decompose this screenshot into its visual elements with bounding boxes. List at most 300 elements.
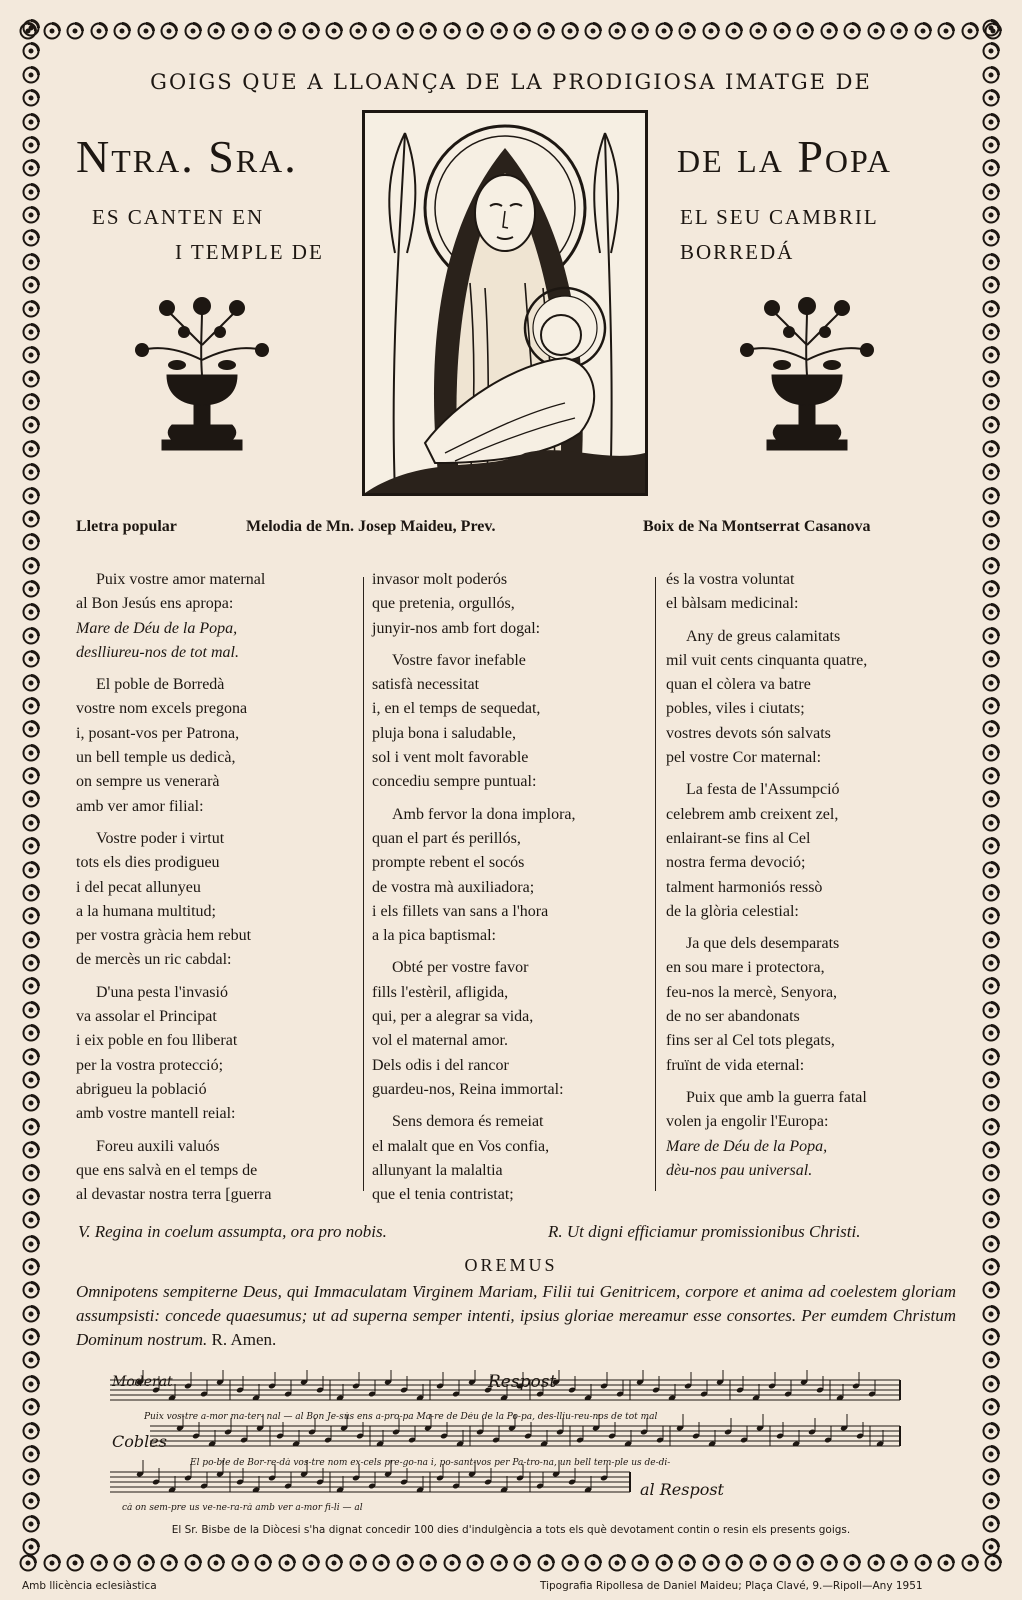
tempo-marking: Moderat — [112, 1374, 173, 1390]
border-ornament-icon — [981, 532, 1001, 552]
stanza — [666, 932, 966, 1078]
border-ornament-icon — [21, 112, 41, 132]
border-ornament-icon — [936, 1553, 956, 1573]
verse-line: qui, per a alegrar sa vida, — [372, 1008, 534, 1026]
border-ornament-icon — [630, 21, 650, 41]
verse-line: Vostre favor inefable — [392, 651, 526, 669]
stanza — [372, 1110, 647, 1207]
verse-line: pluja bona i saludable, — [372, 724, 516, 742]
border-ornament-icon — [21, 1234, 41, 1254]
border-ornament-icon — [981, 1093, 1001, 1113]
border-ornament-icon — [21, 1421, 41, 1441]
verse-line: pel vostre Cor maternal: — [666, 749, 822, 767]
border-ornament-icon — [21, 392, 41, 412]
border-ornament-icon — [981, 1210, 1001, 1230]
verse-line: El poble de Borredà — [96, 676, 225, 694]
verse-line: amb vostre mantell reial: — [76, 1105, 236, 1123]
border-ornament-icon — [981, 1467, 1001, 1487]
verse-line: de la glòria celestial: — [666, 902, 799, 920]
border-ornament-icon — [981, 1187, 1001, 1207]
border-ornament-icon — [981, 579, 1001, 599]
border-ornament-icon — [42, 1553, 62, 1573]
border-ornament-icon — [981, 392, 1001, 412]
border-ornament-icon — [981, 556, 1001, 576]
verse-line: invasor molt poderós — [372, 571, 508, 588]
border-ornament-icon — [654, 21, 674, 41]
border-ornament-icon — [981, 953, 1001, 973]
stanza — [372, 568, 647, 641]
border-ornament-icon — [21, 345, 41, 365]
border-ornament-icon — [301, 21, 321, 41]
border-ornament-icon — [981, 509, 1001, 529]
border-ornament-icon — [21, 813, 41, 833]
border-ornament-icon — [206, 21, 226, 41]
border-ornament-icon — [21, 18, 41, 38]
border-ornament-icon — [206, 1553, 226, 1573]
border-ornament-icon — [465, 21, 485, 41]
subtitle-right-1: EL SEU CAMBRIL — [680, 205, 879, 229]
border-ornament-icon — [21, 1140, 41, 1160]
verse-line: de vostra mà auxiliadora; — [372, 878, 535, 896]
border-ornament-icon — [981, 205, 1001, 225]
oremus-heading: OREMUS — [464, 1255, 558, 1275]
border-ornament-icon — [21, 836, 41, 856]
stanza — [372, 956, 647, 1102]
border-ornament-icon — [21, 135, 41, 155]
border-ornament-icon — [21, 415, 41, 435]
subtitle-left-1: ES CANTEN EN — [92, 205, 265, 229]
verse-line: i els fillets van sans a l'hora — [372, 902, 549, 920]
verse-line: el bàlsam medicinal: — [666, 595, 799, 613]
border-ornament-icon — [21, 602, 41, 622]
border-ornament-icon — [724, 21, 744, 41]
border-top — [18, 18, 1004, 44]
border-ornament-icon — [21, 1537, 41, 1557]
border-ornament-icon — [981, 883, 1001, 903]
border-ornament-icon — [981, 836, 1001, 856]
border-ornament-icon — [21, 906, 41, 926]
verse-line: D'una pesta l'invasió — [96, 983, 228, 1001]
border-ornament-icon — [724, 1553, 744, 1573]
verse-line: vostres devots són salvats — [666, 724, 831, 742]
border-ornament-icon — [913, 1553, 933, 1573]
indulgence-note: El Sr. Bisbe de la Diòcesi s'ha dignat concedir 100 dies d'indulgència a tots els què devotament contin o resin els presents goigs. — [171, 1524, 851, 1536]
verse-line: Mare de Déu de la Popa, — [666, 1137, 828, 1155]
border-ornament-icon — [21, 556, 41, 576]
border-ornament-icon — [981, 673, 1001, 693]
border-ornament-icon — [159, 1553, 179, 1573]
border-ornament-icon — [21, 1327, 41, 1347]
border-ornament-icon — [772, 1553, 792, 1573]
dal-respost-marking: al Respost — [640, 1480, 724, 1499]
border-ornament-icon — [981, 135, 1001, 155]
border-ornament-icon — [981, 649, 1001, 669]
border-ornament-icon — [253, 21, 273, 41]
border-ornament-icon — [489, 21, 509, 41]
stanza — [372, 803, 647, 949]
border-ornament-icon — [21, 1350, 41, 1370]
border-ornament-icon — [795, 1553, 815, 1573]
border-ornament-icon — [348, 21, 368, 41]
border-ornament-icon — [981, 719, 1001, 739]
border-ornament-icon — [21, 953, 41, 973]
verse-line: vostre nom excels pregona — [76, 700, 248, 718]
border-ornament-icon — [21, 228, 41, 248]
border-ornament-icon — [981, 369, 1001, 389]
border-ornament-icon — [21, 462, 41, 482]
cobles-marking: Cobles — [112, 1432, 167, 1451]
music-lyrics-1: Puix vos-tre a-mor ma-ter- nal — al Bon Je-sús ens a-pro-pa Ma-re de Déu de la Po-pa, des-lliu-reu-nos de tot mal — [144, 1412, 658, 1422]
border-ornament-icon — [981, 1280, 1001, 1300]
border-ornament-icon — [21, 1374, 41, 1394]
border-ornament-icon — [889, 21, 909, 41]
border-ornament-icon — [21, 486, 41, 506]
border-ornament-icon — [21, 439, 41, 459]
border-ornament-icon — [136, 1553, 156, 1573]
border-ornament-icon — [981, 182, 1001, 202]
border-ornament-icon — [981, 1070, 1001, 1090]
border-ornament-icon — [489, 1553, 509, 1573]
border-ornament-icon — [21, 766, 41, 786]
verse-line: és la vostra voluntat — [666, 571, 795, 588]
border-ornament-icon — [560, 21, 580, 41]
border-ornament-icon — [866, 21, 886, 41]
border-ornament-icon — [21, 182, 41, 202]
border-ornament-icon — [21, 88, 41, 108]
credit-lyrics: Lletra popular — [76, 518, 177, 535]
border-ornament-icon — [981, 789, 1001, 809]
sheet-music — [110, 1370, 910, 1518]
verse-line: sol i vent molt favorable — [372, 749, 529, 767]
verse-line: allunyant la malaltia — [372, 1161, 503, 1179]
border-ornament-icon — [21, 322, 41, 342]
border-ornament-icon — [21, 976, 41, 996]
border-ornament-icon — [981, 1023, 1001, 1043]
border-ornament-icon — [21, 65, 41, 85]
border-ornament-icon — [21, 1093, 41, 1113]
stanza — [76, 827, 351, 973]
verse-line: fruïnt de vida eternal: — [666, 1056, 805, 1074]
border-ornament-icon — [936, 21, 956, 41]
border-ornament-icon — [677, 1553, 697, 1573]
border-ornament-icon — [981, 252, 1001, 272]
verse-line: per vostra gràcia hem rebut — [76, 927, 252, 945]
stanza — [666, 568, 966, 617]
border-ornament-icon — [981, 158, 1001, 178]
verse-line: talment harmoniós ressò — [666, 878, 823, 896]
border-ornament-icon — [701, 21, 721, 41]
border-ornament-icon — [981, 1350, 1001, 1370]
verse-line: on sempre us venerarà — [76, 773, 220, 791]
stanza — [76, 568, 351, 665]
verse-line: junyir-nos amb fort dogal: — [372, 619, 541, 637]
verse-line: Obté per vostre favor — [392, 959, 529, 977]
border-ornament-icon — [981, 626, 1001, 646]
border-ornament-icon — [21, 252, 41, 272]
border-ornament-icon — [981, 275, 1001, 295]
prayer-text — [76, 1280, 956, 1352]
verse-line: La festa de l'Assumpció — [686, 781, 840, 799]
border-ornament-icon — [21, 369, 41, 389]
border-ornament-icon — [395, 1553, 415, 1573]
border-ornament-icon — [65, 1553, 85, 1573]
border-ornament-icon — [395, 21, 415, 41]
border-ornament-icon — [21, 1280, 41, 1300]
border-ornament-icon — [913, 21, 933, 41]
verse-line: de no ser abandonats — [666, 1008, 800, 1026]
verse-line: al devastar nostra terra [guerra — [76, 1186, 272, 1204]
verse-line: guardeu-nos, Reina immortal: — [372, 1080, 564, 1098]
verse-line: Puix vostre amor maternal — [96, 571, 266, 588]
border-ornament-icon — [21, 1397, 41, 1417]
border-ornament-icon — [21, 696, 41, 716]
border-ornament-icon — [112, 1553, 132, 1573]
border-ornament-icon — [981, 813, 1001, 833]
versicle: V. Regina in coelum assumpta, ora pro nobis. — [78, 1222, 387, 1241]
border-ornament-icon — [795, 21, 815, 41]
border-ornament-icon — [442, 21, 462, 41]
border-ornament-icon — [607, 21, 627, 41]
border-ornament-icon — [654, 1553, 674, 1573]
border-ornament-icon — [324, 1553, 344, 1573]
border-ornament-icon — [701, 1553, 721, 1573]
verse-line: al Bon Jesús ens apropa: — [76, 595, 234, 613]
stanza — [666, 778, 966, 924]
border-ornament-icon — [301, 1553, 321, 1573]
verse-line: volen ja engolir l'Europa: — [666, 1113, 829, 1131]
verse-line: vol el maternal amor. — [372, 1032, 508, 1050]
border-ornament-icon — [981, 1327, 1001, 1347]
border-ornament-icon — [21, 1070, 41, 1090]
border-ornament-icon — [21, 158, 41, 178]
border-ornament-icon — [981, 1304, 1001, 1324]
border-ornament-icon — [136, 21, 156, 41]
stanza — [76, 981, 351, 1127]
border-ornament-icon — [981, 1117, 1001, 1137]
verse-line: en sou mare i protectora, — [666, 959, 825, 977]
border-ornament-icon — [819, 21, 839, 41]
border-ornament-icon — [981, 1421, 1001, 1441]
border-ornament-icon — [512, 1553, 532, 1573]
border-ornament-icon — [418, 21, 438, 41]
respost-marking: Respost — [488, 1372, 557, 1392]
flower-vase-left-image — [122, 290, 282, 470]
border-ornament-icon — [21, 930, 41, 950]
border-ornament-icon — [21, 299, 41, 319]
border-ornament-icon — [65, 21, 85, 41]
verse-line: Puix que amb la guerra fatal — [686, 1088, 867, 1106]
border-ornament-icon — [21, 1023, 41, 1043]
border-ornament-icon — [21, 205, 41, 225]
border-ornament-icon — [630, 1553, 650, 1573]
border-ornament-icon — [230, 1553, 250, 1573]
verse-line: Sens demora és remeiat — [392, 1113, 544, 1131]
verse-line: que el tenia contristat; — [372, 1186, 514, 1204]
border-ornament-icon — [277, 21, 297, 41]
border-ornament-icon — [981, 1234, 1001, 1254]
border-ornament-icon — [772, 21, 792, 41]
border-ornament-icon — [21, 275, 41, 295]
verse-line: un bell temple us dedicà, — [76, 749, 236, 767]
border-ornament-icon — [981, 228, 1001, 248]
border-ornament-icon — [21, 532, 41, 552]
border-ornament-icon — [21, 649, 41, 669]
stanza — [372, 649, 647, 795]
header-line: GOIGS QUE A LLOANÇA DE LA PRODIGIOSA IMATGE DE — [150, 70, 872, 94]
verse-line: nostra ferma devoció; — [666, 854, 806, 872]
border-ornament-icon — [465, 1553, 485, 1573]
verse-line: quan el part és perillós, — [372, 829, 521, 847]
verse-line: concediu sempre puntual: — [372, 773, 537, 791]
border-ornament-icon — [21, 1210, 41, 1230]
border-ornament-icon — [981, 1537, 1001, 1557]
verses — [76, 568, 960, 1208]
verse-column-3 — [666, 568, 966, 1191]
border-ornament-icon — [981, 743, 1001, 763]
border-ornament-icon — [981, 766, 1001, 786]
border-ornament-icon — [230, 21, 250, 41]
border-ornament-icon — [981, 18, 1001, 38]
verse-line: quan el còlera va batre — [666, 676, 811, 694]
verse-line: Any de greus calamitats — [686, 627, 841, 645]
border-ornament-icon — [981, 696, 1001, 716]
verse-line: amb ver amor filial: — [76, 797, 204, 815]
music-lyrics-3: cà on sem-pre us ve-ne-ra-rà amb ver a-mor fi-li — al — [122, 1503, 363, 1513]
music-lyrics-2: El po-ble de Bor-re-dà vos-tre nom ex-cels pre-go-na i, po-sant-vos per Pa-tro-na, un bell tem-ple us de-di- — [190, 1458, 671, 1468]
border-ornament-icon — [21, 1000, 41, 1020]
border-ornament-icon — [536, 1553, 556, 1573]
border-ornament-icon — [677, 21, 697, 41]
verse-line: Foreu auxili valuós — [96, 1137, 220, 1155]
stanza — [666, 625, 966, 771]
border-ornament-icon — [981, 1140, 1001, 1160]
verse-line: deslliureu-nos de tot mal. — [76, 643, 239, 661]
border-ornament-icon — [981, 1000, 1001, 1020]
stanza — [76, 673, 351, 819]
verse-line: fins ser al Cel tots plegats, — [666, 1032, 835, 1050]
response: R. Ut digni efficiamur promissionibus Christi. — [548, 1222, 861, 1241]
footer-license: Amb llicència eclesiàstica — [22, 1580, 157, 1592]
border-ornament-icon — [418, 1553, 438, 1573]
border-left — [18, 18, 44, 1558]
border-ornament-icon — [21, 743, 41, 763]
border-ornament-icon — [981, 439, 1001, 459]
stanza — [76, 1135, 351, 1208]
verse-line: pobles, viles i ciutats; — [666, 700, 805, 718]
border-ornament-icon — [981, 486, 1001, 506]
border-ornament-icon — [960, 1553, 980, 1573]
prayer-body: Omnipotens sempiterne Deus, qui Immaculatam Virginem Mariam, Filii tui Genitricem, corpore et anima ad coelestem gloriam assumpsisti: concede quaesumus; ut ad superna semper intenti, ipsius gloriae mereamur esse consortes. Per eumdem Christum Dominum nostrum. — [76, 1282, 956, 1349]
border-ornament-icon — [981, 1444, 1001, 1464]
border-ornament-icon — [842, 1553, 862, 1573]
border-ornament-icon — [21, 1047, 41, 1067]
border-ornament-icon — [583, 1553, 603, 1573]
border-ornament-icon — [253, 1553, 273, 1573]
border-ornament-icon — [981, 345, 1001, 365]
madonna-woodcut-image — [362, 110, 648, 496]
column-divider — [655, 577, 656, 1191]
border-ornament-icon — [960, 21, 980, 41]
border-ornament-icon — [981, 602, 1001, 622]
border-ornament-icon — [981, 462, 1001, 482]
verse-line: va assolar el Principat — [76, 1008, 217, 1026]
subtitle-left-2: I TEMPLE DE — [175, 240, 324, 264]
border-ornament-icon — [21, 579, 41, 599]
border-ornament-icon — [21, 719, 41, 739]
prayer-amen: R. Amen. — [211, 1330, 277, 1349]
border-ornament-icon — [748, 21, 768, 41]
verse-line: feu-nos la mercè, Senyora, — [666, 983, 838, 1001]
border-ornament-icon — [981, 1374, 1001, 1394]
border-ornament-icon — [21, 789, 41, 809]
border-ornament-icon — [981, 860, 1001, 880]
border-ornament-icon — [21, 1187, 41, 1207]
subtitle-right-2: BORREDÁ — [680, 240, 795, 264]
column-divider — [363, 577, 364, 1191]
border-ornament-icon — [183, 1553, 203, 1573]
border-ornament-icon — [560, 1553, 580, 1573]
border-right — [978, 18, 1004, 1558]
verse-column-1 — [76, 568, 351, 1215]
border-ornament-icon — [981, 415, 1001, 435]
verse-line: a la humana multitud; — [76, 902, 216, 920]
verse-line: i eix poble en fou lliberat — [76, 1032, 238, 1050]
verse-line: mil vuit cents cinquanta quatre, — [666, 651, 868, 669]
border-ornament-icon — [89, 21, 109, 41]
border-ornament-icon — [536, 21, 556, 41]
verse-line: celebrem amb creixent zel, — [666, 805, 839, 823]
border-ornament-icon — [42, 21, 62, 41]
border-ornament-icon — [21, 1163, 41, 1183]
verse-line: per la vostra protecció; — [76, 1056, 224, 1074]
border-ornament-icon — [159, 21, 179, 41]
title-right: de la Popa — [677, 131, 892, 182]
border-ornament-icon — [981, 88, 1001, 108]
border-bottom — [18, 1550, 1004, 1576]
border-ornament-icon — [89, 1553, 109, 1573]
border-ornament-icon — [442, 1553, 462, 1573]
verse-line: que pretenia, orgullós, — [372, 595, 515, 613]
border-ornament-icon — [866, 1553, 886, 1573]
border-ornament-icon — [981, 41, 1001, 61]
verse-line: de mercès un ric cabdal: — [76, 951, 232, 969]
border-ornament-icon — [981, 906, 1001, 926]
verse-line: Dels odis i del rancor — [372, 1056, 509, 1074]
border-ornament-icon — [21, 626, 41, 646]
border-ornament-icon — [981, 1163, 1001, 1183]
credit-melody: Melodia de Mn. Josep Maideu, Prev. — [246, 518, 496, 535]
verse-line: i del pecat allunyeu — [76, 878, 201, 896]
border-ornament-icon — [889, 1553, 909, 1573]
border-ornament-icon — [21, 41, 41, 61]
border-ornament-icon — [277, 1553, 297, 1573]
verse-line: i, posant-vos per Patrona, — [76, 724, 240, 742]
verse-line: Amb fervor la dona implora, — [392, 805, 576, 823]
verse-line: enlairant-se fins al Cel — [666, 829, 811, 847]
border-ornament-icon — [981, 299, 1001, 319]
border-ornament-icon — [981, 112, 1001, 132]
border-ornament-icon — [371, 1553, 391, 1573]
verse-line: a la pica baptismal: — [372, 927, 496, 945]
verse-line: i, en el temps de sequedat, — [372, 700, 541, 718]
footer-printer: Tipografia Ripollesa de Daniel Maideu; Plaça Clavé, 9.—Ripoll—Any 1951 — [540, 1580, 923, 1592]
verse-line: el malalt que en Vos confia, — [372, 1137, 550, 1155]
border-ornament-icon — [981, 930, 1001, 950]
verse-line: tots els dies prodigueu — [76, 854, 220, 872]
border-ornament-icon — [21, 1444, 41, 1464]
border-ornament-icon — [21, 883, 41, 903]
verse-line: Vostre poder i virtut — [96, 829, 225, 847]
